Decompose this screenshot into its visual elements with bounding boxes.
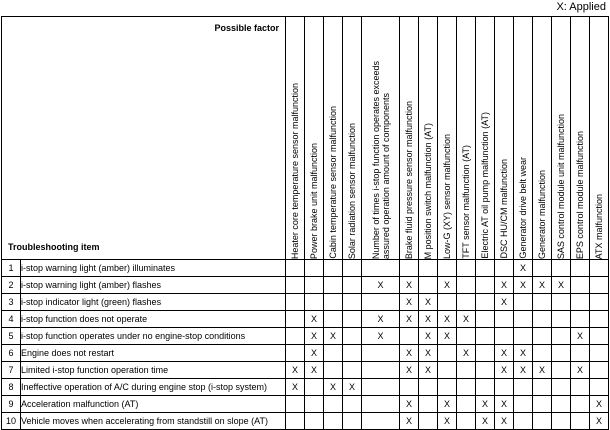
row-number: 10: [2, 413, 21, 430]
mark-cell: X: [305, 328, 324, 345]
mark-cell: [590, 260, 609, 277]
row-number: 6: [2, 345, 21, 362]
factor-label: Brake fluid pressure sensor malfunction: [404, 100, 414, 259]
mark-cell: [514, 413, 533, 430]
mark-cell: [552, 413, 571, 430]
legend-applied: X: Applied: [556, 1, 606, 13]
factor-header-7: [419, 17, 438, 260]
mark-cell: [324, 345, 343, 362]
mark-cell: [343, 260, 362, 277]
mark-cell: [495, 311, 514, 328]
mark-cell: [400, 328, 419, 345]
mark-cell: [305, 413, 324, 430]
mark-cell: X: [400, 294, 419, 311]
row-item: i-stop indicator light (green) flashes: [21, 294, 286, 311]
mark-cell: X: [476, 396, 495, 413]
mark-cell: [495, 328, 514, 345]
mark-cell: X: [514, 277, 533, 294]
factor-header-8: [438, 17, 457, 260]
mark-cell: X: [552, 277, 571, 294]
factor-label: Solar radiation sensor malfunction: [347, 122, 357, 259]
mark-cell: [571, 277, 590, 294]
row-item: Ineffective operation of A/C during engine stop (i-stop system): [21, 379, 286, 396]
mark-cell: [419, 277, 438, 294]
mark-cell: X: [419, 294, 438, 311]
mark-cell: X: [400, 396, 419, 413]
mark-cell: [533, 413, 552, 430]
table-row: [2, 294, 609, 311]
factor-header-5: [362, 17, 400, 260]
mark-cell: [552, 328, 571, 345]
mark-cell: X: [495, 396, 514, 413]
factor-label: Generator malfunction: [537, 169, 547, 259]
mark-cell: [305, 379, 324, 396]
table-row: [2, 413, 609, 430]
factor-label: Low-G (XY) sensor malfunction: [442, 133, 452, 259]
mark-cell: [571, 413, 590, 430]
mark-cell: [362, 294, 400, 311]
mark-cell: X: [400, 277, 419, 294]
row-number: 7: [2, 362, 21, 379]
mark-cell: [305, 277, 324, 294]
mark-cell: [362, 260, 400, 277]
mark-cell: [571, 260, 590, 277]
mark-cell: [438, 362, 457, 379]
mark-cell: [343, 413, 362, 430]
mark-cell: [343, 294, 362, 311]
factor-label: M position switch malfunction (AT): [423, 122, 433, 259]
mark-cell: [457, 294, 476, 311]
mark-cell: X: [514, 345, 533, 362]
mark-cell: X: [495, 345, 514, 362]
mark-cell: [552, 260, 571, 277]
troubleshooting-matrix: [1, 16, 609, 430]
mark-cell: [286, 328, 305, 345]
mark-cell: [343, 311, 362, 328]
mark-cell: [533, 311, 552, 328]
mark-cell: [362, 362, 400, 379]
mark-cell: X: [362, 311, 400, 328]
factor-header-10: [476, 17, 495, 260]
mark-cell: [457, 413, 476, 430]
mark-cell: [571, 311, 590, 328]
table-row: [2, 345, 609, 362]
mark-cell: X: [438, 396, 457, 413]
mark-cell: X: [400, 362, 419, 379]
row-number: 8: [2, 379, 21, 396]
mark-cell: [476, 345, 495, 362]
mark-cell: X: [400, 413, 419, 430]
table-row: [2, 311, 609, 328]
troubleshooting-item-label: Troubleshooting item: [8, 242, 100, 252]
mark-cell: X: [476, 413, 495, 430]
factor-header-15: [571, 17, 590, 260]
mark-cell: [533, 379, 552, 396]
mark-cell: [552, 379, 571, 396]
mark-cell: [590, 277, 609, 294]
possible-factor-label: Possible factor: [214, 23, 279, 33]
factor-header-4: [343, 17, 362, 260]
mark-cell: X: [571, 328, 590, 345]
factor-header-9: [457, 17, 476, 260]
mark-cell: X: [305, 345, 324, 362]
mark-cell: [305, 260, 324, 277]
factor-header-1: [286, 17, 305, 260]
mark-cell: [324, 260, 343, 277]
factor-label: ATX malfunction: [594, 193, 604, 259]
mark-cell: [590, 294, 609, 311]
row-item: i-stop warning light (amber) illuminates: [21, 260, 286, 277]
mark-cell: [400, 379, 419, 396]
mark-cell: X: [514, 362, 533, 379]
mark-cell: X: [514, 260, 533, 277]
mark-cell: [324, 277, 343, 294]
row-item: i-stop function does not operate: [21, 311, 286, 328]
mark-cell: [343, 328, 362, 345]
mark-cell: [457, 362, 476, 379]
mark-cell: [533, 294, 552, 311]
mark-cell: [552, 294, 571, 311]
mark-cell: X: [400, 311, 419, 328]
mark-cell: [590, 311, 609, 328]
mark-cell: [305, 294, 324, 311]
table-row: [2, 362, 609, 379]
mark-cell: [286, 260, 305, 277]
mark-cell: [419, 379, 438, 396]
mark-cell: X: [324, 379, 343, 396]
row-number: 5: [2, 328, 21, 345]
table-row: [2, 379, 609, 396]
factor-header-3: [324, 17, 343, 260]
factor-header-13: [533, 17, 552, 260]
row-number: 2: [2, 277, 21, 294]
mark-cell: [571, 294, 590, 311]
row-item: Limited i-stop function operation time: [21, 362, 286, 379]
mark-cell: [533, 345, 552, 362]
mark-cell: [362, 413, 400, 430]
mark-cell: [286, 277, 305, 294]
mark-cell: X: [286, 362, 305, 379]
mark-cell: X: [305, 311, 324, 328]
factor-label: Electric AT oil pump malfunction (AT): [480, 112, 490, 259]
mark-cell: [343, 345, 362, 362]
mark-cell: [457, 379, 476, 396]
row-number: 3: [2, 294, 21, 311]
table-row: [2, 328, 609, 345]
mark-cell: X: [419, 362, 438, 379]
mark-cell: [476, 277, 495, 294]
mark-cell: [476, 260, 495, 277]
mark-cell: X: [457, 345, 476, 362]
mark-cell: [343, 362, 362, 379]
mark-cell: [533, 328, 552, 345]
mark-cell: [324, 362, 343, 379]
row-number: 4: [2, 311, 21, 328]
mark-cell: [419, 413, 438, 430]
mark-cell: [457, 260, 476, 277]
mark-cell: X: [571, 362, 590, 379]
mark-cell: X: [495, 294, 514, 311]
mark-cell: [571, 379, 590, 396]
mark-cell: [286, 311, 305, 328]
row-item: Acceleration malfunction (AT): [21, 396, 286, 413]
mark-cell: [514, 311, 533, 328]
mark-cell: [476, 311, 495, 328]
mark-cell: [495, 379, 514, 396]
factor-header-2: [305, 17, 324, 260]
row-item: Engine does not restart: [21, 345, 286, 362]
mark-cell: [476, 362, 495, 379]
mark-cell: X: [305, 362, 324, 379]
mark-cell: [324, 294, 343, 311]
factor-label: Heater core temperature sensor malfunction: [290, 82, 300, 259]
mark-cell: [362, 379, 400, 396]
mark-cell: [457, 277, 476, 294]
mark-cell: [533, 260, 552, 277]
factor-label: Cabin temperature sensor malfunction: [328, 106, 338, 259]
mark-cell: X: [400, 345, 419, 362]
mark-cell: [438, 379, 457, 396]
mark-cell: [514, 328, 533, 345]
mark-cell: [286, 413, 305, 430]
mark-cell: [419, 260, 438, 277]
mark-cell: X: [533, 362, 552, 379]
factor-label: SAS control module unit malfunction: [556, 113, 566, 259]
mark-cell: X: [362, 277, 400, 294]
factor-header-6: [400, 17, 419, 260]
mark-cell: [590, 379, 609, 396]
mark-cell: [590, 328, 609, 345]
mark-cell: [362, 345, 400, 362]
mark-cell: X: [438, 311, 457, 328]
corner-header-cell: [2, 17, 286, 260]
mark-cell: X: [495, 277, 514, 294]
factor-header-16: [590, 17, 609, 260]
factor-header-11: [495, 17, 514, 260]
mark-cell: X: [438, 328, 457, 345]
mark-cell: [286, 345, 305, 362]
mark-cell: [495, 260, 514, 277]
mark-cell: [552, 362, 571, 379]
mark-cell: X: [438, 413, 457, 430]
mark-cell: X: [495, 413, 514, 430]
row-item: i-stop function operates under no engine-stop conditions: [21, 328, 286, 345]
mark-cell: [571, 345, 590, 362]
mark-cell: [590, 345, 609, 362]
row-item: Vehicle moves when accelerating from standstill on slope (AT): [21, 413, 286, 430]
factor-label: Generator drive belt wear: [518, 157, 528, 259]
mark-cell: [400, 260, 419, 277]
mark-cell: [476, 379, 495, 396]
factor-header-12: [514, 17, 533, 260]
mark-cell: X: [590, 413, 609, 430]
mark-cell: [514, 379, 533, 396]
mark-cell: X: [362, 328, 400, 345]
mark-cell: [514, 294, 533, 311]
mark-cell: X: [495, 362, 514, 379]
mark-cell: X: [419, 311, 438, 328]
row-number: 1: [2, 260, 21, 277]
mark-cell: [438, 345, 457, 362]
row-item: i-stop warning light (amber) flashes: [21, 277, 286, 294]
mark-cell: X: [457, 311, 476, 328]
mark-cell: X: [438, 277, 457, 294]
mark-cell: X: [343, 379, 362, 396]
mark-cell: [476, 294, 495, 311]
mark-cell: [438, 294, 457, 311]
mark-cell: [286, 294, 305, 311]
mark-cell: [457, 328, 476, 345]
mark-cell: X: [590, 396, 609, 413]
mark-cell: [438, 260, 457, 277]
factor-label: EPS control module malfunction: [575, 130, 585, 259]
table-row: [2, 260, 609, 277]
mark-cell: X: [324, 328, 343, 345]
mark-cell: [476, 328, 495, 345]
row-number: 9: [2, 396, 21, 413]
header-row: [2, 17, 609, 260]
mark-cell: [343, 277, 362, 294]
mark-cell: [590, 362, 609, 379]
mark-cell: [324, 311, 343, 328]
table-row: [2, 277, 609, 294]
factor-label: Power brake unit malfunction: [309, 142, 319, 259]
mark-cell: X: [533, 277, 552, 294]
mark-cell: X: [419, 345, 438, 362]
factor-header-14: [552, 17, 571, 260]
mark-cell: X: [286, 379, 305, 396]
mark-cell: [324, 413, 343, 430]
factor-label: Number of times i-stop function operates exceeds assured operation amount of components: [370, 60, 391, 259]
factor-label: TFT sensor malfunction (AT): [461, 145, 471, 259]
mark-cell: [552, 345, 571, 362]
mark-cell: [552, 311, 571, 328]
mark-cell: X: [419, 328, 438, 345]
factor-label: DSC HU/CM malfunction: [499, 159, 509, 259]
